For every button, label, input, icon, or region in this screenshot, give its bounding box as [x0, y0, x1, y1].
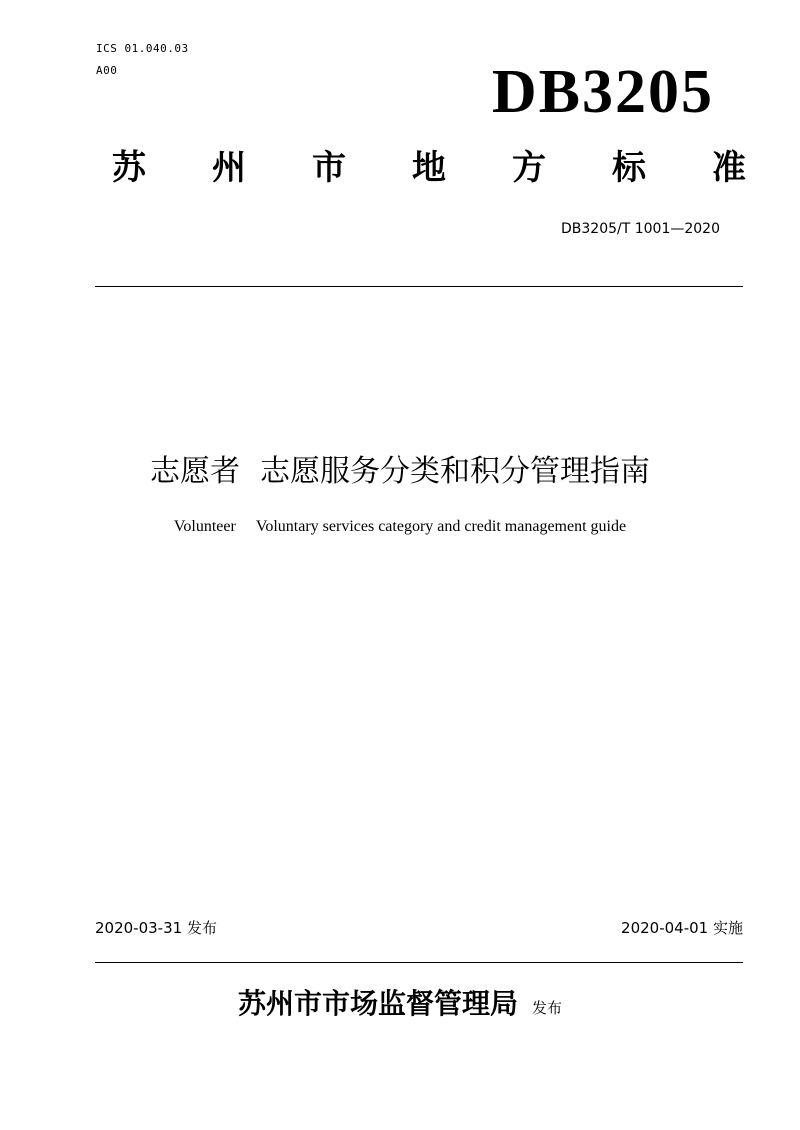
title-chinese-part1: 志愿者	[150, 454, 240, 489]
title-chinese-part2: 志愿服务分类和积分管理指南	[260, 454, 650, 489]
issuer	[0, 984, 800, 1028]
standard-type-char: 地	[412, 148, 446, 188]
standard-type-char: 方	[512, 148, 546, 188]
standard-type-char: 市	[312, 148, 346, 188]
title-english-part1: Volunteer	[173, 518, 236, 535]
issuer-suffix: 发布	[532, 999, 563, 1017]
standard-type-heading	[112, 146, 746, 190]
bottom-divider	[95, 962, 743, 963]
issuer-name: 苏州市市场监督管理局	[237, 987, 518, 1020]
standard-logo: DB3205	[491, 58, 714, 126]
top-divider	[95, 286, 743, 287]
title-english	[0, 516, 800, 538]
issue-date: 2020-03-31 发布	[95, 919, 217, 937]
standard-type-char: 准	[712, 148, 746, 188]
standard-number: DB3205/T 1001—2020	[561, 221, 720, 237]
standard-type-char: 标	[612, 148, 646, 188]
title-english-part2: Voluntary services category and credit management guide	[255, 518, 627, 535]
implementation-date: 2020-04-01 实施	[621, 919, 743, 937]
title-chinese	[0, 450, 800, 494]
ccs-code: A00	[96, 64, 118, 77]
standard-type-char: 苏	[112, 148, 146, 188]
standard-type-char: 州	[212, 148, 246, 188]
ics-code: ICS 01.040.03	[96, 42, 189, 55]
